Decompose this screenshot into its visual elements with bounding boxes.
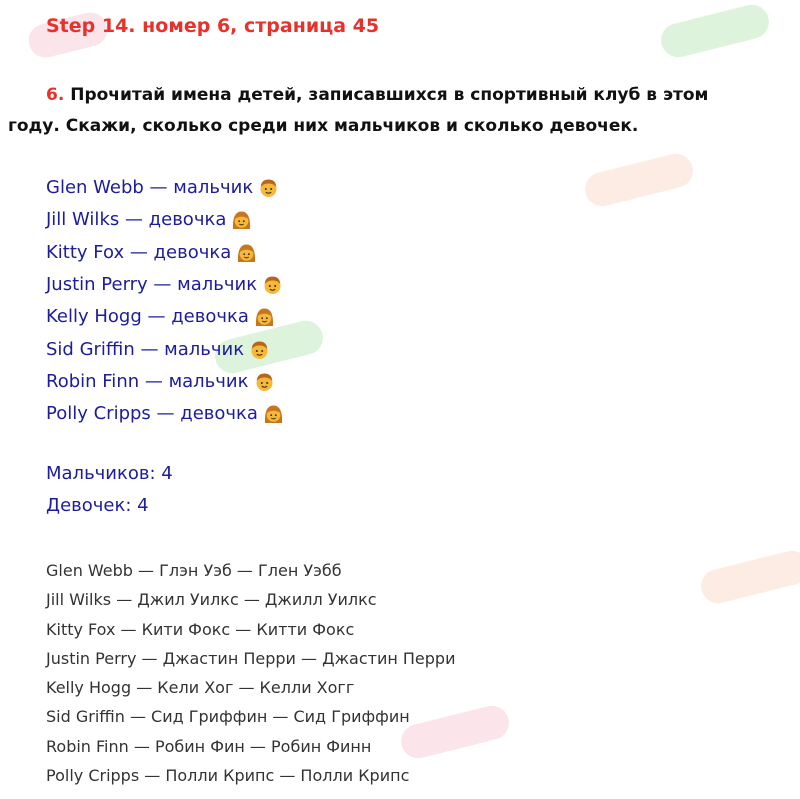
answer-text: Sid Griffin — мальчик	[46, 338, 245, 360]
boy-face-icon	[250, 340, 269, 360]
answer-row	[46, 366, 283, 398]
translation-row: Glen Webb — Глэн Уэб — Глен Уэбб	[46, 561, 342, 580]
translation-row: Justin Perry — Джастин Перри — Джастин Перри	[46, 648, 456, 668]
translation-row: Sid Griffin — Сид Гриффин — Сид Гриффин	[46, 707, 410, 727]
girls-total: Девочек: 4	[46, 495, 149, 516]
watermark	[658, 1, 773, 61]
girl-face-icon	[232, 210, 251, 230]
answer-text: Polly Cripps — девочка	[46, 403, 258, 425]
answer-text: Glen Webb — мальчик	[46, 177, 254, 199]
answer-text: Kelly Hogg — девочка	[46, 306, 249, 328]
task-statement	[8, 80, 748, 142]
translation-row: Kitty Fox — Кити Фокс — Китти Фокс	[46, 619, 355, 639]
answer-row	[46, 269, 283, 301]
translation-row: Kelly Hogg — Кели Хог — Келли Хогг	[46, 678, 355, 698]
answer-text: Kitty Fox — девочка	[46, 241, 232, 263]
answer-list	[46, 172, 283, 430]
page-title: Step 14. номер 6, страница 45	[46, 15, 380, 37]
answer-row	[46, 204, 283, 236]
answer-row	[46, 398, 283, 430]
answer-text: Robin Finn — мальчик	[46, 370, 249, 392]
girl-face-icon	[237, 243, 256, 263]
answer-text: Justin Perry — мальчик	[46, 274, 258, 296]
answer-row	[46, 172, 283, 204]
boy-face-icon	[263, 275, 282, 295]
watermark	[698, 547, 800, 607]
girl-face-icon	[255, 307, 274, 327]
answer-row	[46, 333, 283, 365]
translation-row: Jill Wilks — Джил Уилкс — Джилл Уилкс	[46, 590, 377, 610]
totals	[46, 458, 173, 522]
task-number: 6.	[46, 85, 65, 105]
boy-face-icon	[259, 178, 278, 198]
answer-text: Jill Wilks — девочка	[46, 209, 227, 231]
watermark	[582, 150, 697, 210]
answer-row	[46, 301, 283, 333]
translation-list	[46, 556, 455, 790]
girl-face-icon	[264, 404, 283, 424]
task-text: Прочитай имена детей, записавшихся в спортивный клуб в этом году. Скажи, сколько среди них мальчиков и сколько девочек.	[8, 85, 709, 136]
answer-row	[46, 237, 283, 269]
boys-total: Мальчиков: 4	[46, 463, 173, 484]
translation-row: Robin Finn — Робин Фин — Робин Финн	[46, 736, 372, 756]
boy-face-icon	[255, 372, 274, 392]
translation-row: Polly Cripps — Полли Крипс — Полли Крипс	[46, 766, 410, 786]
